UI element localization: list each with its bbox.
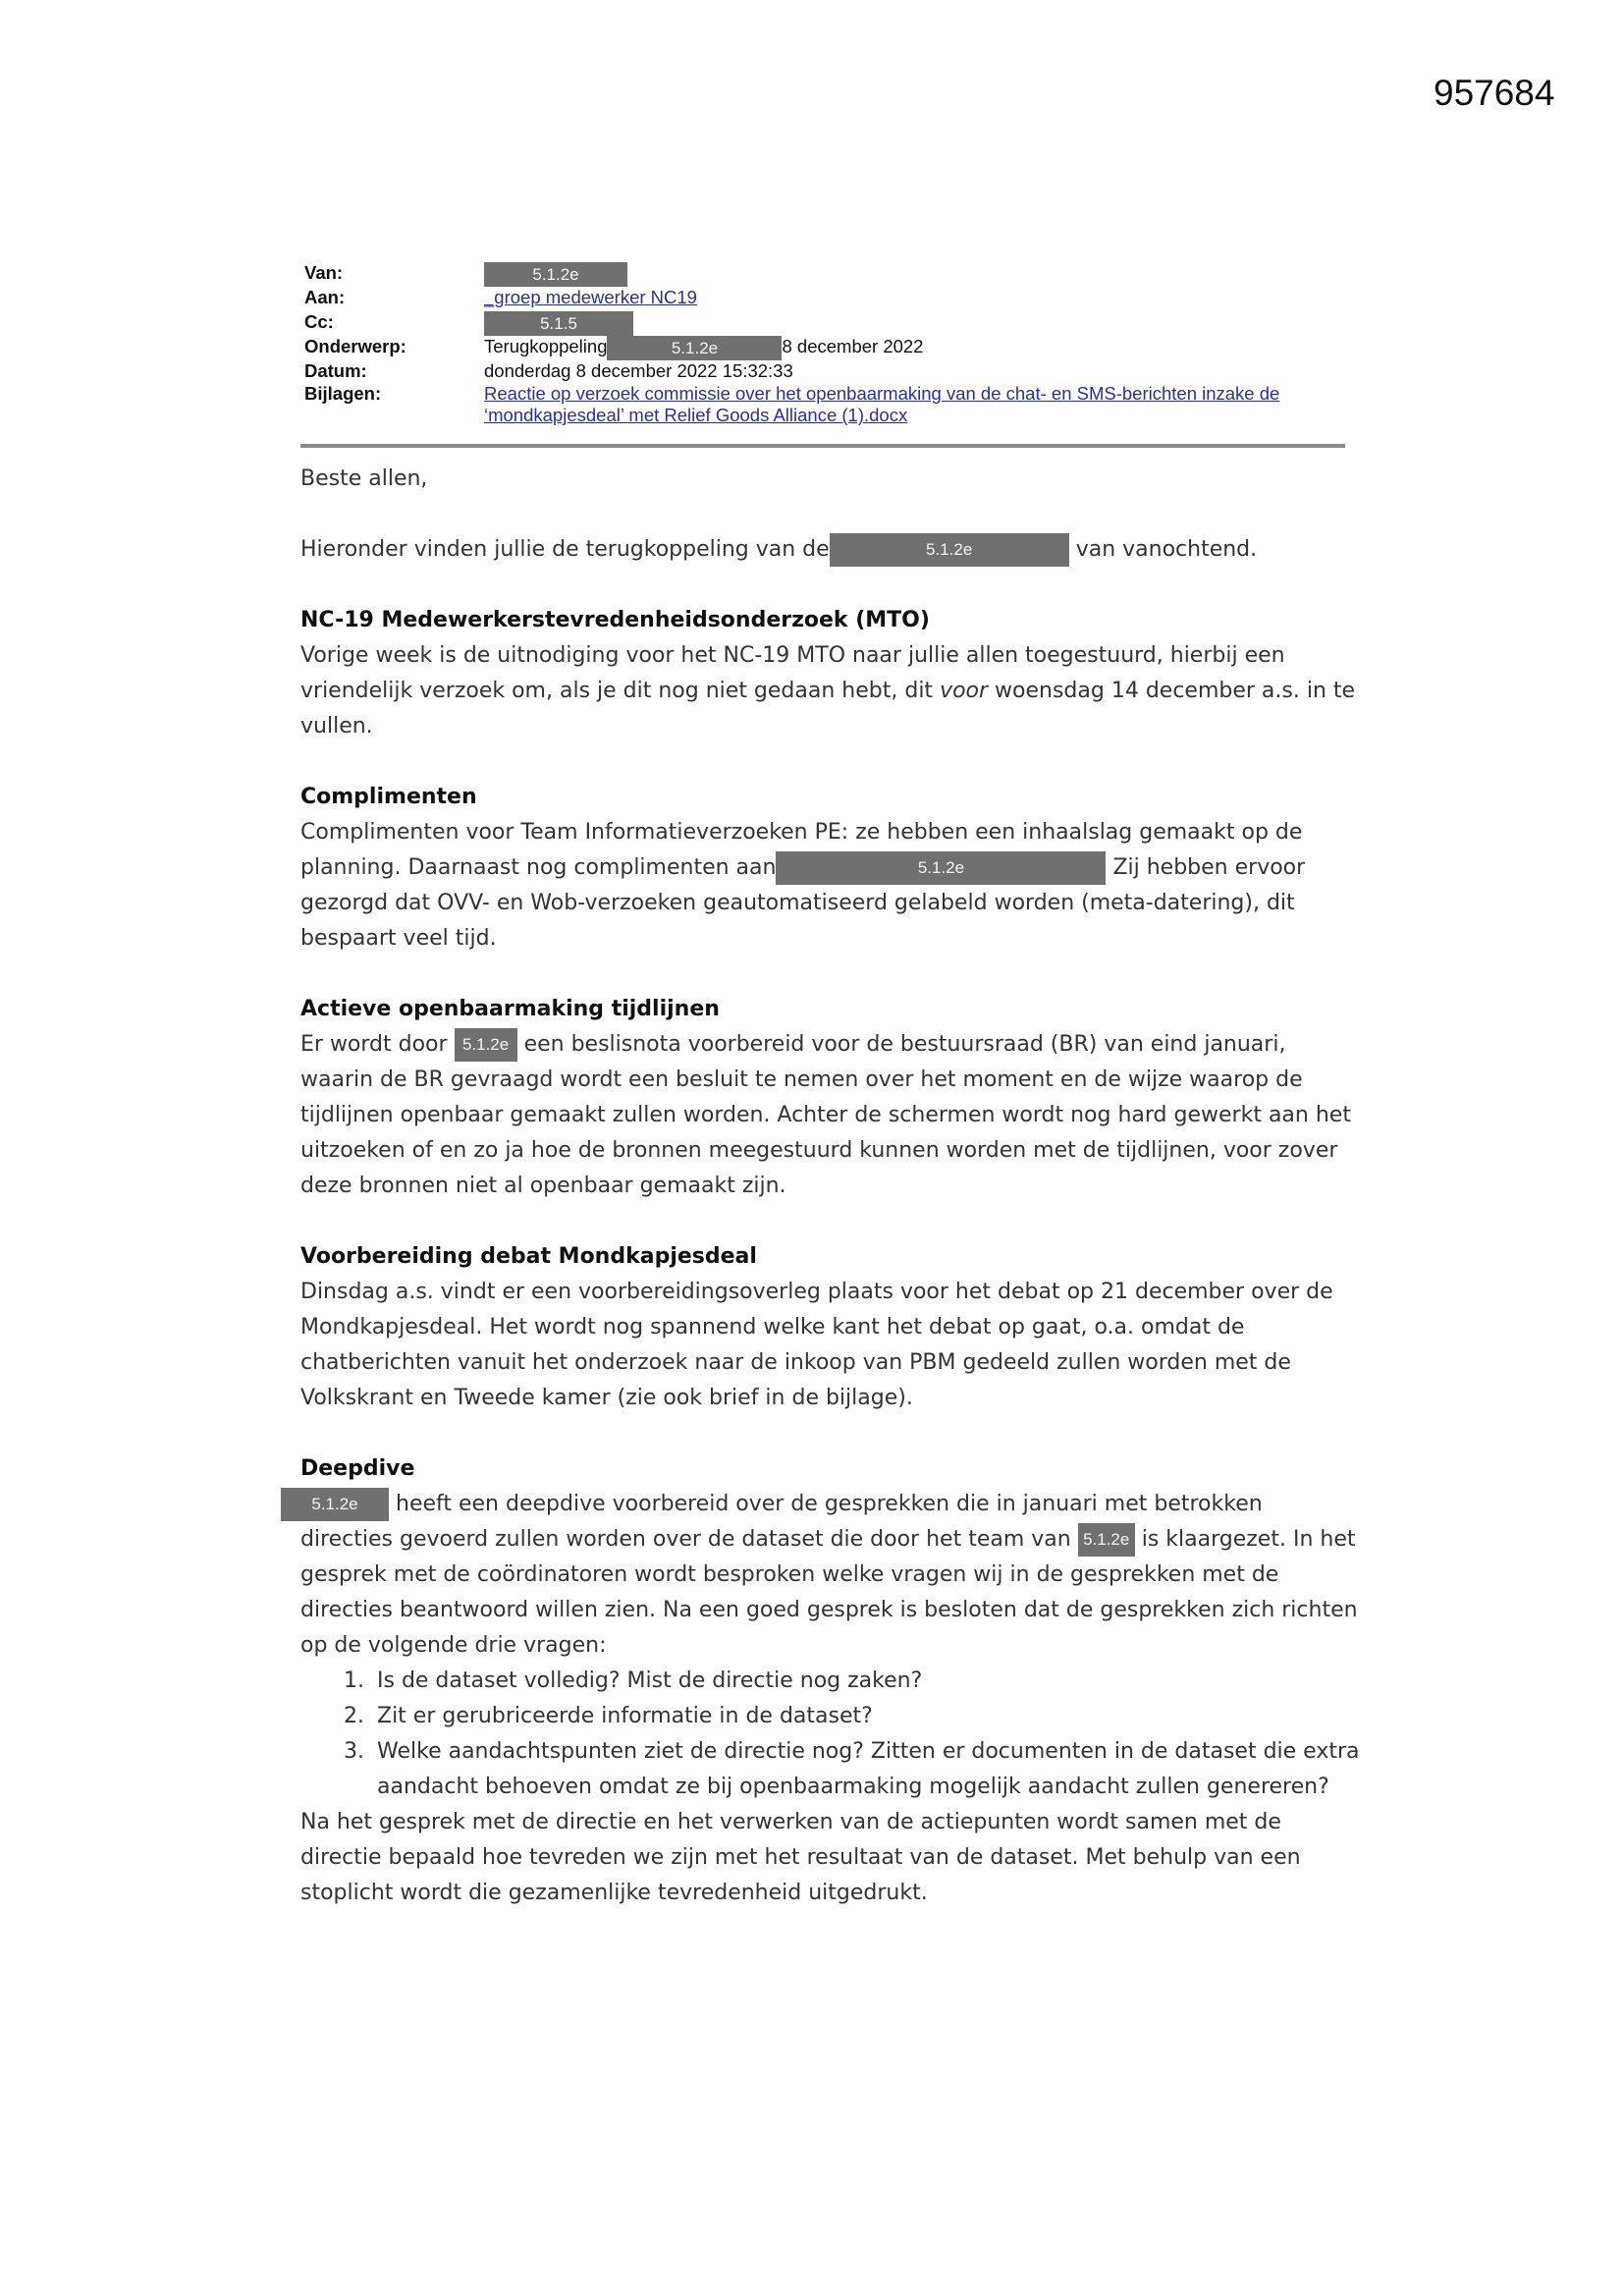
header-row-cc xyxy=(300,309,1341,334)
header-row-aan xyxy=(300,285,1341,309)
complimenten-heading: Complimenten xyxy=(300,785,477,809)
aan-link[interactable]: _groep medewerker NC19 xyxy=(484,287,697,307)
tijdlijnen-heading: Actieve openbaarmaking tijdlijnen xyxy=(300,997,720,1021)
mto-heading: NC-19 Medewerkerstevredenheidsonderzoek (MTO) xyxy=(300,608,930,632)
header-divider xyxy=(300,444,1345,448)
list-item: 2. Zit er gerubriceerde informatie in de dataset? xyxy=(371,1699,1361,1734)
intro-paragraph: Hieronder vinden jullie de terugkoppeling van de 5.1.2e van vanochtend. xyxy=(300,532,1361,568)
onderwerp-label: Onderwerp: xyxy=(304,336,406,356)
list-item: 3. Welke aandachtspunten ziet de directie nog? Zitten er documenten in de dataset die extra aandacht behoeven omdat ze bij openbaarmaking mogelijk aandacht zullen genereren? xyxy=(371,1734,1361,1805)
debat-heading: Voorbereiding debat Mondkapjesdeal xyxy=(300,1244,757,1269)
tijdlijnen-redaction: 5.1.2e xyxy=(455,1028,517,1062)
cc-label: Cc: xyxy=(304,311,334,332)
deepdive-redaction-1: 5.1.2e xyxy=(281,1488,389,1521)
complimenten-redaction: 5.1.2e xyxy=(776,851,1106,885)
intro-redaction: 5.1.2e xyxy=(830,533,1069,567)
datum-label: Datum: xyxy=(304,360,367,381)
debat-paragraph: Dinsdag a.s. vindt er een voorbereidingsoverleg plaats voor het debat op 21 december over de Mondkapjesdeal. Het wordt nog spannend welke kant het debat op gaat, o.a. omdat de chatberichten vanuit het onderzoek naar de inkoop van PBM gedeeld zullen worden met de Volkskrant en Tweede kamer (zie ook brief in de bijlage). xyxy=(300,1280,1333,1410)
list-item: 1. Is de dataset volledig? Mist de directie nog zaken? xyxy=(371,1664,1361,1699)
email-body xyxy=(300,462,1361,1911)
complimenten-paragraph: Complimenten voor Team Informatieverzoeken PE: ze hebben een inhaalslag gemaakt op de planning. Daarnaast nog complimenten aan 5.1.2e Zij hebben ervoor gezorgd dat OVV- en Wob-verzoeken geautomatiseerd gelabeld worden (meta-datering), dit bespaart veel tijd. xyxy=(300,820,1306,951)
header-row-datum xyxy=(300,358,1341,383)
mto-paragraph: Vorige week is de uitnodiging voor het NC-19 MTO naar jullie allen toegestuurd, hierbij een vriendelijk verzoek om, als je dit nog niet gedaan hebt, dit voor woensdag 14 december a.s. in te vullen. xyxy=(300,643,1356,738)
attachment-link[interactable]: Reactie op verzoek commissie over het openbaarmaking van de chat- en SMS-berichten inzake de ‘mondkapjesdeal’ met Relief Goods Alliance (1).docx xyxy=(484,383,1280,425)
van-redaction: 5.1.2e xyxy=(484,262,627,287)
aan-label: Aan: xyxy=(304,287,346,307)
deepdive-heading: Deepdive xyxy=(300,1456,415,1481)
van-label: Van: xyxy=(304,262,344,283)
onderwerp-post: 8 december 2022 xyxy=(782,336,924,356)
header-row-van xyxy=(300,260,1341,285)
greeting: Beste allen, xyxy=(300,466,428,491)
cc-redaction: 5.1.5 xyxy=(484,311,633,336)
deepdive-redaction-2: 5.1.2e xyxy=(1078,1523,1135,1557)
bijlagen-label: Bijlagen: xyxy=(304,383,382,404)
onderwerp-pre: Terugkoppeling xyxy=(484,336,608,356)
header-row-onderwerp xyxy=(300,334,1341,358)
onderwerp-redaction: 5.1.2e xyxy=(607,336,782,360)
document-number: 957684 xyxy=(1434,73,1555,113)
questions-list xyxy=(300,1664,1361,1805)
header-row-bijlagen xyxy=(300,383,1341,426)
deepdive-paragraph: 5.1.2e heeft een deepdive voorbereid over de gesprekken die in januari met betrokken directies gevoerd zullen worden over de dataset die door het team van 5.1.2e is klaargezet. In het gesprek met de coördinatoren wordt besproken welke vragen wij in de gesprekken met de directies beantwoord willen zien. Na een goed gesprek is besloten dat de gesprekken zich richten op de volgende drie vragen: xyxy=(300,1487,1361,1664)
tijdlijnen-paragraph: Er wordt door 5.1.2e een beslisnota voorbereid voor de bestuursraad (BR) van eind januari, waarin de BR gevraagd wordt een besluit te nemen over het moment en de wijze waarop de tijdlijnen openbaar gemaakt zullen worden. Achter de schermen wordt nog hard gewerkt aan het uitzoeken of en zo ja hoe de bronnen meegestuurd kunnen worden met de tijdlijnen, voor zover deze bronnen niet al openbaar gemaakt zijn. xyxy=(300,1027,1361,1204)
datum-value: donderdag 8 december 2022 15:32:33 xyxy=(484,360,793,381)
deepdive-closing: Na het gesprek met de directie en het verwerken van de actiepunten wordt samen met de directie bepaald hoe tevreden we zijn met het resultaat van de dataset. Met behulp van een stoplicht wordt die gezamenlijke tevredenheid uitgedrukt. xyxy=(300,1810,1301,1905)
email-header xyxy=(300,260,1341,426)
